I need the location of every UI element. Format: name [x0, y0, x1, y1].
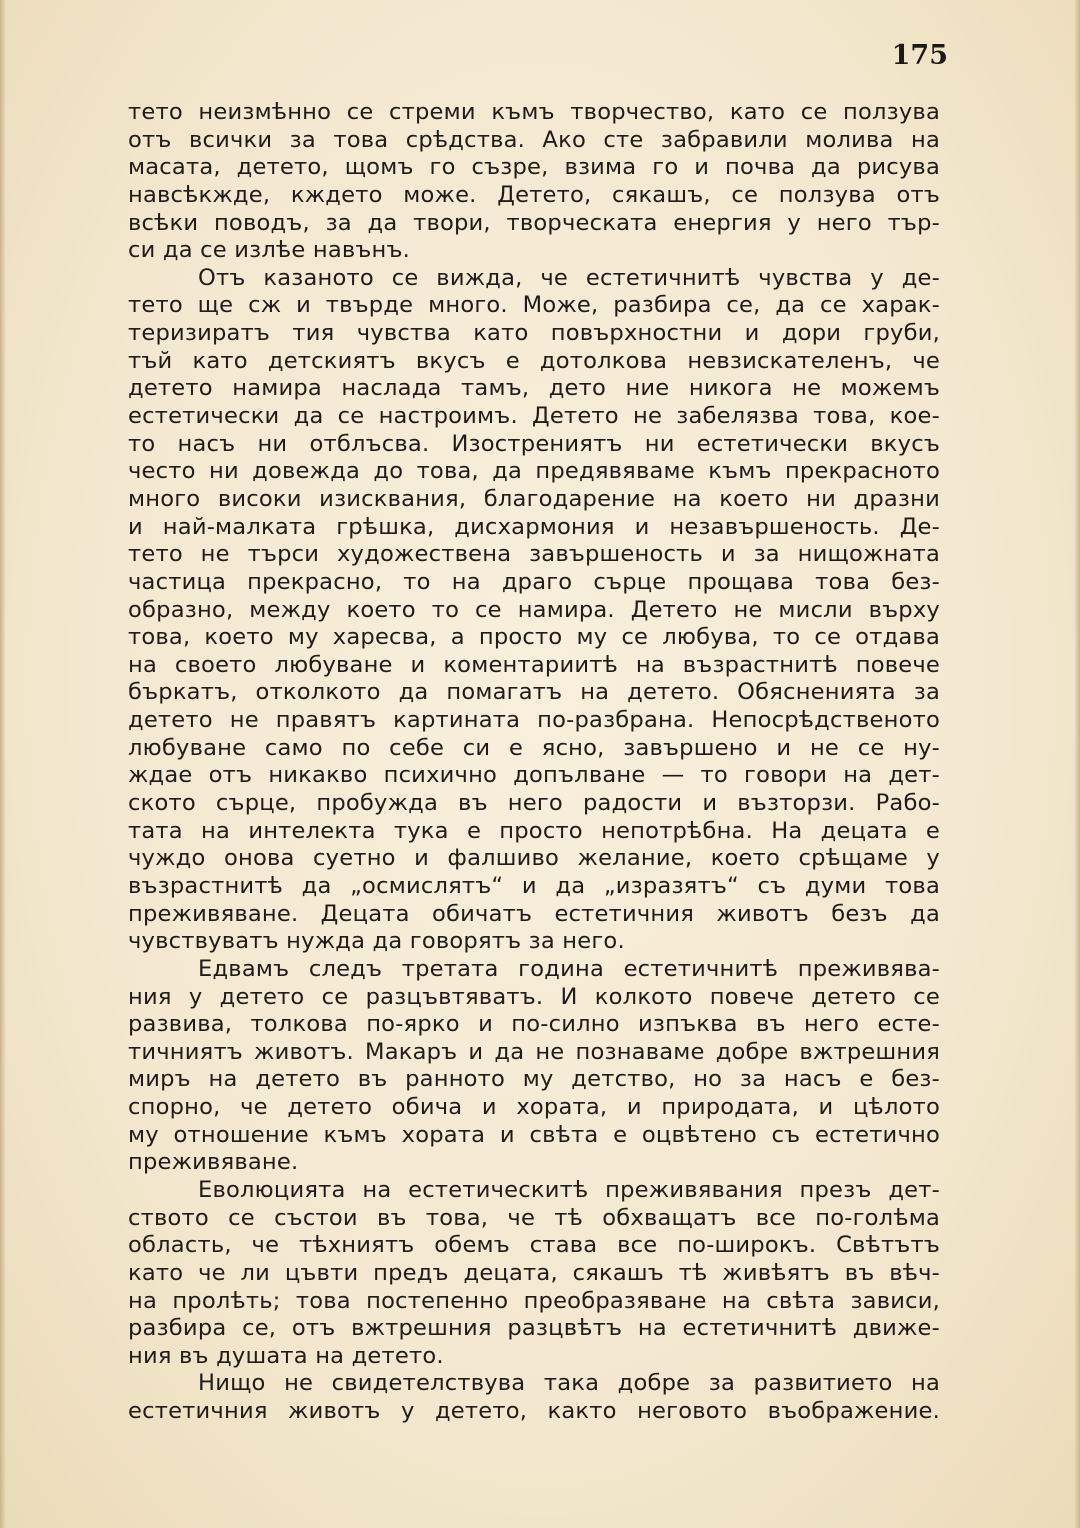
paragraph: [128, 956, 940, 1177]
text-line: това, което му харесва, а просто му се любува, то се отдава: [128, 624, 940, 651]
text-line: възрастнитѣ да „осмислятъ“ и да „изразятъ“ съ думи това: [128, 872, 940, 899]
text-line: често ни довежда до това, да предявяваме къмъ прекрасното: [128, 458, 940, 485]
text-line: естетичния животъ у детето, както неговото въображение.: [128, 1398, 940, 1425]
text-line: масата, детето, щомъ го съзре, взима го и почва да рисува: [128, 154, 940, 181]
text-line: тичниятъ животъ. Макаръ и да не познаваме добре вжтрешния: [128, 1038, 940, 1065]
text-line: на своето любуване и коментариитѣ на възрастнитѣ повече: [128, 651, 940, 678]
text-line: ния въ душата на детето.: [128, 1342, 444, 1369]
text-line: Нищо не свидетелствува така добре за развитието на: [198, 1370, 940, 1397]
text-line: любуване само по себе си е ясно, завършено и не се ну-: [128, 734, 940, 761]
text-line: всѣки поводъ, за да твори, творческата енергия у него тър-: [128, 209, 940, 236]
text-line: тъй като детскиятъ вкусъ е дотолкова невзискателенъ, че: [128, 347, 940, 374]
page-edge-right: [1074, 0, 1080, 1528]
text-line: частица прекрасно, то на драго сърце прощава това без-: [128, 568, 940, 595]
text-line: чувствуватъ нужда да говорятъ за него.: [128, 928, 625, 955]
text-line: и най-малката грѣшка, дисхармония и незавършеность. Де-: [128, 513, 940, 540]
page-edge-left: [0, 0, 6, 1528]
text-line: ското сърце, пробужда въ него радости и възторзи. Рабо-: [128, 790, 940, 817]
text-line: Еволюцията на естетическитѣ преживявания презъ дет-: [198, 1176, 940, 1203]
text-line: образно, между което то се намира. Детето не мисли върху: [128, 596, 940, 623]
text-line: му отношение къмъ хората и свѣта е оцвѣтено съ естетично: [128, 1121, 940, 1148]
text-line: като че ли цъвти предъ децата, сякашъ тѣ живѣятъ въ вѣч-: [128, 1259, 940, 1286]
text-line: спорно, че детето обича и хората, и природата, и цѣлото: [128, 1094, 940, 1121]
text-line: тето неизмѣнно се стреми къмъ творчество, като се ползува: [128, 99, 940, 125]
text-line: тето ще сж и твърде много. Може, разбира се, да се харак-: [128, 292, 940, 319]
text-line: преживяване.: [128, 1149, 299, 1176]
text-line: навсѣкжде, кждето може. Детето, сякашъ, се ползува отъ: [128, 181, 940, 208]
text-line: Едвамъ следъ третата година естетичнитѣ преживява-: [198, 955, 940, 982]
text-line: детето не правятъ картината по-разбрана. Непосрѣдственото: [128, 707, 940, 734]
text-line: разбира се, отъ вжтрешния разцвѣтъ на естетичнитѣ движе-: [128, 1315, 940, 1342]
text-line: детето намира наслада тамъ, дето ние никога не можемъ: [128, 375, 940, 402]
body-text: [128, 99, 940, 1426]
text-line: отъ всички за това срѣдства. Ако сте забравили молива на: [128, 126, 940, 153]
text-line: область, че тѣхниятъ обемъ става все по-широкъ. Свѣтътъ: [128, 1232, 940, 1259]
text-line: ждае отъ никакво психично допълване — то говори на дет-: [128, 762, 940, 789]
text-line: си да се излѣе навънъ.: [128, 237, 411, 264]
page-number: 175: [891, 40, 948, 71]
text-line: естетически да се настроимъ. Детето не забелязва това, кое-: [128, 403, 940, 430]
paragraph: [128, 1370, 940, 1425]
paragraph: [128, 1177, 940, 1370]
paragraph: [128, 265, 940, 956]
text-line: теризиратъ тия чувства като повърхностни и дори груби,: [128, 320, 940, 347]
text-line: миръ на детето въ ранното му детство, но за насъ е без-: [128, 1066, 940, 1093]
text-line: много високи изисквания, благодарение на което ни дразни: [128, 485, 940, 512]
text-line: на пролѣть; това постепенно преобразяване на свѣта зависи,: [128, 1287, 940, 1314]
text-line: ството се състои въ това, че тѣ обхващатъ все по-голѣма: [128, 1204, 940, 1231]
text-line: Отъ казаното се вижда, че естетичнитѣ чувства у де-: [198, 264, 940, 291]
paragraph: [128, 99, 940, 265]
text-line: тето не търси художествена завършеность и за нищожната: [128, 541, 940, 568]
text-line: то насъ ни отблъсва. Изострениятъ ни естетически вкусъ: [128, 430, 940, 457]
text-line: развива, толкова по-ярко и по-силно изпъква въ него есте-: [128, 1011, 940, 1038]
text-line: бъркатъ, отколкото да помагатъ на детето. Обясненията за: [128, 679, 940, 706]
text-line: преживяване. Децата обичатъ естетичния животъ безъ да: [128, 900, 940, 927]
text-line: тата на интелекта тука е просто непотрѣбна. На децата е: [128, 817, 940, 844]
text-line: чуждо онова суетно и фалшиво желание, което срѣщаме у: [128, 845, 940, 872]
text-line: ния у детето се разцъвтяватъ. И колкото повече детето се: [128, 983, 940, 1010]
